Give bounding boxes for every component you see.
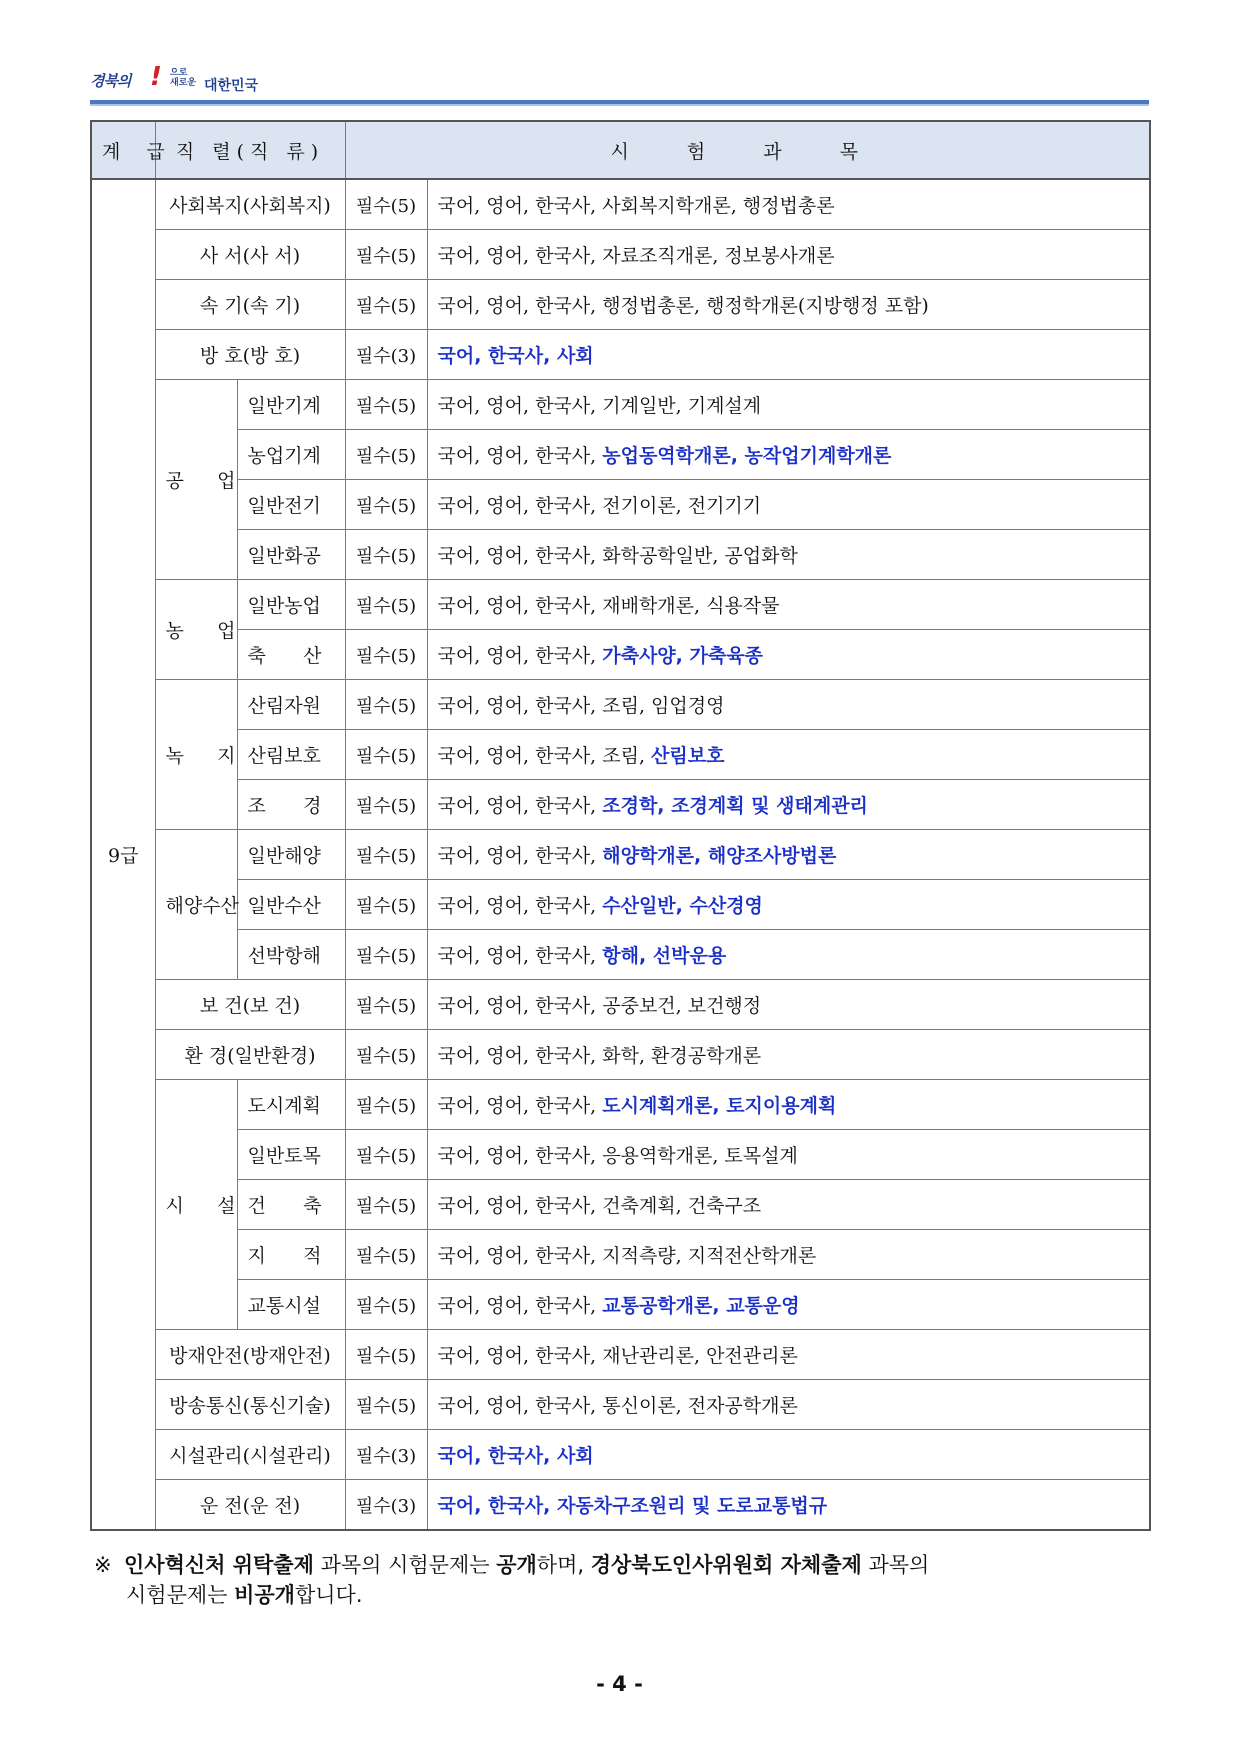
subjects-cell [427, 980, 1150, 1030]
required-count-cell: 필수(3) [345, 330, 427, 380]
subjects-highlight: 산림보호 [651, 745, 725, 767]
subjects-cell [427, 780, 1150, 830]
job-group-label: 녹 지 [165, 745, 236, 767]
table-row [91, 880, 1150, 930]
required-count-cell: 필수(5) [345, 1130, 427, 1180]
table-row [91, 580, 1150, 630]
job-sub-label: 일반화공 [247, 545, 321, 567]
subjects-cell [427, 480, 1150, 530]
required-count-cell: 필수(3) [345, 1430, 427, 1480]
note-bold-2: 공개 [496, 1553, 537, 1577]
note-bold-3: 경상북도인사위원회 자체출제 [590, 1553, 862, 1577]
job-group-label: 농 업 [165, 620, 236, 642]
job-cell: 속 기(속 기) [155, 280, 345, 330]
subjects-highlight: 항해, 선박운용 [602, 945, 727, 967]
table-row [91, 1180, 1150, 1230]
job-sub-label: 일반농업 [247, 595, 321, 617]
subjects-cell [427, 880, 1150, 930]
job-group-label: 시 설 [165, 1195, 236, 1217]
subjects-cell [427, 1430, 1150, 1480]
required-count-cell: 필수(5) [345, 1380, 427, 1430]
job-sub-label: 일반수산 [247, 895, 321, 917]
subjects-cell [427, 730, 1150, 780]
table-row [91, 730, 1150, 780]
subjects-cell [427, 330, 1150, 380]
header-grade: 계 급 [91, 121, 155, 179]
table-row [91, 1280, 1150, 1330]
required-count-cell: 필수(5) [345, 880, 427, 930]
job-sub-label: 산림자원 [247, 695, 321, 717]
job-group-cell [155, 380, 237, 580]
subjects-cell [427, 1080, 1150, 1130]
subjects-plain: 국어, 영어, 한국사, 전기이론, 전기기기 [437, 495, 762, 517]
job-cell: 사회복지(사회복지) [155, 179, 345, 230]
table-row [91, 1480, 1150, 1531]
subjects-plain: 국어, 영어, 한국사, 자료조직개론, 정보봉사개론 [437, 245, 835, 267]
table-row [91, 680, 1150, 730]
subjects-cell [427, 930, 1150, 980]
job-group-cell [155, 830, 237, 980]
note-text-1: 과목의 시험문제는 [313, 1553, 497, 1577]
subjects-highlight: 가축사양, 가축육종 [602, 645, 763, 667]
job-sub-label: 축 산 [247, 645, 322, 667]
subjects-cell [427, 1030, 1150, 1080]
note-mark: ※ [94, 1553, 112, 1577]
subjects-highlight: 해양학개론, 해양조사방법론 [602, 845, 837, 867]
required-count-cell: 필수(5) [345, 1330, 427, 1380]
subjects-highlight: 수산일반, 수산경영 [602, 895, 763, 917]
subjects-plain: 국어, 영어, 한국사, 행정법총론, 행정학개론(지방행정 포함) [437, 295, 929, 317]
note-text-3: 과목의 [861, 1553, 930, 1577]
subjects-highlight: 조경학, 조경계획 및 생태계관리 [602, 795, 868, 817]
subjects-plain: 국어, 영어, 한국사, [437, 795, 603, 817]
required-count-cell: 필수(5) [345, 480, 427, 530]
job-sub-label: 선박항해 [247, 945, 321, 967]
subjects-plain: 국어, 영어, 한국사, 사회복지학개론, 행정법총론 [437, 195, 835, 217]
required-count-cell: 필수(5) [345, 680, 427, 730]
logo-small-text [170, 68, 196, 88]
subjects-cell [427, 1180, 1150, 1230]
table-row [91, 330, 1150, 380]
subjects-cell [427, 580, 1150, 630]
job-group-label: 해양수산 [165, 895, 239, 917]
table-row [91, 1080, 1150, 1130]
logo-brand-text: 대한민국 [204, 78, 259, 94]
table-row [91, 179, 1150, 230]
required-count-cell: 필수(5) [345, 230, 427, 280]
required-count-cell: 필수(5) [345, 630, 427, 680]
table-row [91, 630, 1150, 680]
subjects-cell [427, 230, 1150, 280]
job-cell: 방 호(방 호) [155, 330, 345, 380]
job-sub-cell [237, 480, 345, 530]
job-sub-label: 건 축 [247, 1195, 322, 1217]
table-row [91, 1380, 1150, 1430]
job-sub-cell [237, 930, 345, 980]
job-sub-cell [237, 1280, 345, 1330]
job-sub-cell [237, 530, 345, 580]
job-sub-label: 도시계획 [247, 1095, 321, 1117]
subjects-highlight: 국어, 한국사, 사회 [437, 345, 594, 367]
required-count-cell: 필수(5) [345, 730, 427, 780]
job-sub-label: 농업기계 [247, 445, 321, 467]
subjects-cell [427, 1480, 1150, 1531]
table-row [91, 1130, 1150, 1180]
job-sub-cell [237, 430, 345, 480]
table-row [91, 930, 1150, 980]
note-text-2: 하며, [536, 1553, 591, 1577]
page-number: - 4 - [596, 1672, 643, 1696]
required-count-cell: 필수(5) [345, 780, 427, 830]
header-logo [90, 62, 290, 102]
footnote-line-1 [94, 1550, 1154, 1580]
logo-small-bottom: 새로운 [170, 78, 197, 88]
subjects-cell [427, 1130, 1150, 1180]
job-sub-label: 일반전기 [247, 495, 321, 517]
job-sub-label: 일반해양 [247, 845, 321, 867]
job-sub-cell [237, 1130, 345, 1180]
subjects-plain: 국어, 영어, 한국사, 조림, [437, 745, 652, 767]
job-group-cell [155, 1080, 237, 1330]
required-count-cell: 필수(5) [345, 380, 427, 430]
job-sub-cell [237, 830, 345, 880]
job-sub-cell [237, 380, 345, 430]
subjects-plain: 국어, 영어, 한국사, 지적측량, 지적전산학개론 [437, 1245, 817, 1267]
header-job: 직 렬(직 류) [155, 121, 345, 179]
subjects-plain: 국어, 영어, 한국사, 화학, 환경공학개론 [437, 1045, 762, 1067]
table-row [91, 1430, 1150, 1480]
job-cell: 방송통신(통신기술) [155, 1380, 345, 1430]
job-sub-cell [237, 580, 345, 630]
subjects-plain: 국어, 영어, 한국사, 재배학개론, 식용작물 [437, 595, 780, 617]
subjects-plain: 국어, 영어, 한국사, [437, 895, 603, 917]
subjects-cell [427, 179, 1150, 230]
job-sub-cell [237, 780, 345, 830]
subjects-cell [427, 430, 1150, 480]
subjects-plain: 국어, 영어, 한국사, [437, 1295, 603, 1317]
subjects-plain: 국어, 영어, 한국사, 기계일반, 기계설계 [437, 395, 762, 417]
job-cell: 시설관리(시설관리) [155, 1430, 345, 1480]
job-group-label: 공 업 [165, 470, 236, 492]
job-sub-label: 일반기계 [247, 395, 321, 417]
table-body [91, 179, 1150, 1530]
subjects-highlight: 국어, 한국사, 자동차구조원리 및 도로교통법규 [437, 1495, 828, 1517]
job-sub-label: 일반토목 [247, 1145, 321, 1167]
job-sub-cell [237, 630, 345, 680]
required-count-cell: 필수(5) [345, 580, 427, 630]
subjects-plain: 국어, 영어, 한국사, 재난관리론, 안전관리론 [437, 1345, 798, 1367]
header-rule-light [90, 104, 1149, 106]
subjects-cell [427, 280, 1150, 330]
subjects-plain: 국어, 영어, 한국사, [437, 1095, 603, 1117]
required-count-cell: 필수(5) [345, 1180, 427, 1230]
note-text-5: 합니다. [294, 1583, 363, 1607]
subjects-plain: 국어, 영어, 한국사, 통신이론, 전자공학개론 [437, 1395, 798, 1417]
grade-cell: 9급 [91, 179, 155, 1530]
job-cell: 보 건(보 건) [155, 980, 345, 1030]
job-cell: 운 전(운 전) [155, 1480, 345, 1531]
logo-small-top: 으로 [170, 68, 188, 78]
job-sub-cell [237, 1230, 345, 1280]
job-sub-label: 조 경 [247, 795, 322, 817]
note-bold-4: 비공개 [234, 1583, 295, 1607]
logo-script-text: 경북의 [90, 72, 131, 90]
required-count-cell: 필수(5) [345, 1280, 427, 1330]
required-count-cell: 필수(5) [345, 930, 427, 980]
required-count-cell: 필수(5) [345, 830, 427, 880]
job-cell: 방재안전(방재안전) [155, 1330, 345, 1380]
required-count-cell: 필수(5) [345, 280, 427, 330]
subjects-plain: 국어, 영어, 한국사, 조림, 임업경영 [437, 695, 725, 717]
subjects-plain: 국어, 영어, 한국사, 건축계획, 건축구조 [437, 1195, 762, 1217]
subjects-cell [427, 830, 1150, 880]
required-count-cell: 필수(5) [345, 430, 427, 480]
subjects-plain: 국어, 영어, 한국사, 화학공학일반, 공업화학 [437, 545, 798, 567]
subjects-plain: 국어, 영어, 한국사, [437, 645, 603, 667]
subjects-plain: 국어, 영어, 한국사, [437, 845, 603, 867]
subjects-highlight: 농업동역학개론, 농작업기계학개론 [602, 445, 892, 467]
subjects-highlight: 도시계획개론, 토지이용계획 [602, 1095, 837, 1117]
required-count-cell: 필수(5) [345, 1230, 427, 1280]
required-count-cell: 필수(5) [345, 1030, 427, 1080]
table-row [91, 830, 1150, 880]
job-cell: 환 경(일반환경) [155, 1030, 345, 1080]
table-row [91, 1030, 1150, 1080]
footnote [94, 1550, 1154, 1610]
job-group-cell [155, 580, 237, 680]
exam-subject-table [90, 120, 1151, 1531]
required-count-cell: 필수(5) [345, 1080, 427, 1130]
table-row [91, 430, 1150, 480]
subjects-highlight: 교통공학개론, 교통운영 [602, 1295, 800, 1317]
required-count-cell: 필수(5) [345, 980, 427, 1030]
table-row [91, 1230, 1150, 1280]
subjects-cell [427, 1230, 1150, 1280]
table-row [91, 380, 1150, 430]
table-row [91, 280, 1150, 330]
subjects-cell [427, 380, 1150, 430]
subjects-cell [427, 1280, 1150, 1330]
job-sub-cell [237, 1080, 345, 1130]
subjects-plain: 국어, 영어, 한국사, [437, 945, 603, 967]
table-header-row [91, 121, 1150, 179]
required-count-cell: 필수(5) [345, 179, 427, 230]
logo-swoosh-icon: ! [150, 62, 162, 92]
subjects-cell [427, 630, 1150, 680]
job-sub-label: 산림보호 [247, 745, 321, 767]
job-sub-cell [237, 1180, 345, 1230]
required-count-cell: 필수(3) [345, 1480, 427, 1531]
table-row [91, 980, 1150, 1030]
subjects-plain: 국어, 영어, 한국사, [437, 445, 603, 467]
job-sub-cell [237, 730, 345, 780]
subjects-cell [427, 1330, 1150, 1380]
subjects-cell [427, 680, 1150, 730]
job-cell: 사 서(사 서) [155, 230, 345, 280]
header-subjects: 시 험 과 목 [345, 121, 1150, 179]
table-row [91, 530, 1150, 580]
required-count-cell: 필수(5) [345, 530, 427, 580]
job-sub-label: 지 적 [247, 1245, 322, 1267]
table-row [91, 1330, 1150, 1380]
job-group-cell [155, 680, 237, 830]
subjects-plain: 국어, 영어, 한국사, 응용역학개론, 토목설계 [437, 1145, 798, 1167]
subjects-cell [427, 530, 1150, 580]
subjects-plain: 국어, 영어, 한국사, 공중보건, 보건행정 [437, 995, 762, 1017]
table-row [91, 480, 1150, 530]
table-row [91, 230, 1150, 280]
job-sub-cell [237, 880, 345, 930]
note-text-4: 시험문제는 [126, 1583, 235, 1607]
job-sub-cell [237, 680, 345, 730]
table-row [91, 780, 1150, 830]
footnote-line-2 [94, 1580, 1154, 1610]
job-sub-label: 교통시설 [247, 1295, 321, 1317]
note-bold-1: 인사혁신처 위탁출제 [124, 1553, 314, 1577]
subjects-highlight: 국어, 한국사, 사회 [437, 1445, 594, 1467]
subjects-cell [427, 1380, 1150, 1430]
